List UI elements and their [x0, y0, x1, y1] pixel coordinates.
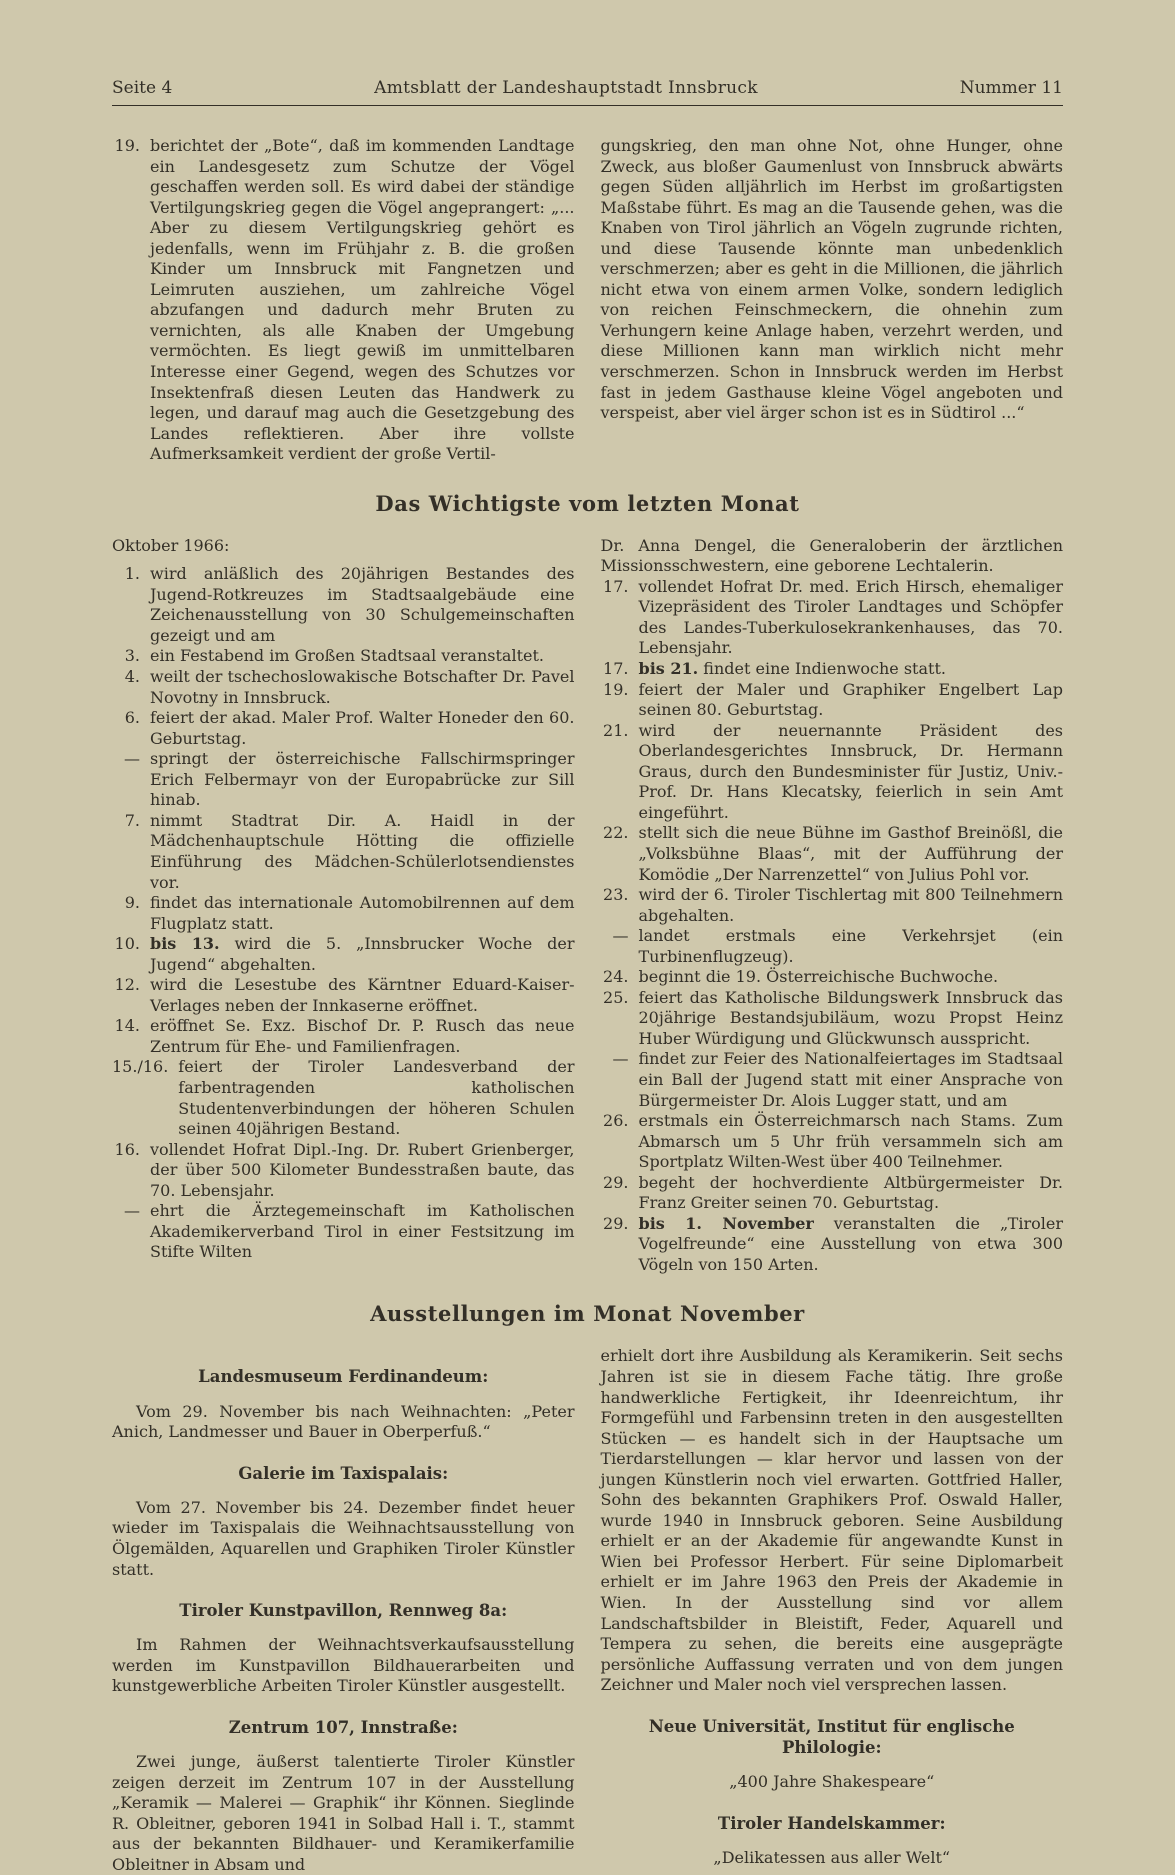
item-text: wird der neuernannte Präsident des Oberlandesgerichtes Innsbruck, Dr. Hermann Graus, durch den Bundesminister für Justiz, Univ.-Prof. Dr. Hans Klecatsky, feierlich in sein Amt eingeführt.	[638, 720, 1063, 822]
item-date: 12.	[114, 975, 140, 995]
item-text: springt der österreichische Fallschirmspringer Erich Felbermayr von der Europabrücke zur Sill hinab.	[150, 749, 575, 810]
chronicle-item	[601, 680, 1064, 721]
item-text: feiert der Tiroler Landesverband der farbentragenden katholischen Studentenverbindungen der höheren Schulen seinen 40jährigen Bestand.	[178, 1057, 575, 1139]
chronicle-item	[601, 1214, 1064, 1276]
exhibition-block	[112, 1463, 575, 1580]
item-date: 14.	[114, 1016, 140, 1036]
chronicle-item	[112, 811, 575, 893]
item-text: beginnt die 19. Österreichische Buchwoche.	[638, 967, 999, 987]
monthly-review-section	[112, 536, 1063, 1276]
item-text: berichtet der „Bote“, daß im kommenden Landtage ein Landesgesetz zum Schutze der Vögel geschaffen werden soll. Es wird dabei der ständige Vertilgungskrieg gegen die Vögel angeprangert: „... Aber zu diesem Vertilgungskrieg gehört es jedenfalls, wenn im Frühjahr z. B. die großen Kinder um Innsbruck mit Fangnetzen und Leimruten ausziehen, um zahlreiche Vögel abzufangen und dadurch mehr Bruten zu vernichten, als alle Knaben der Umgebung vermöchten. Es liegt gewiß im unmittelbaren Interesse einer Gegend, wegen des Schutzes vor Insektenfraß diesen Leuten das Handwerk zu legen, und darauf mag auch die Gesetzgebung des Landes reflektieren. Aber ihre vollste Aufmerksamkeit verdient der große Vertil-	[150, 136, 575, 464]
item-text: feiert der akad. Maler Prof. Walter Honeder den 60. Geburtstag.	[150, 708, 575, 748]
item-date-range: bis 21.	[638, 659, 699, 679]
item-date: 19.	[114, 136, 140, 155]
chronicle-item	[112, 564, 575, 646]
header-divider	[112, 105, 1063, 106]
exhibition-text: Vom 27. November bis 24. Dezember findet heuer wieder im Taxispalais die Weihnachtsausstellung von Ölgemälden, Aquarellen und Graphiken Tiroler Künstler statt.	[112, 1497, 575, 1579]
item-text: nimmt Stadtrat Dir. A. Haidl in der Mädchenhauptschule Hötting die offizielle Einführung des Mädchen-Schülerlotsendienstes vor.	[150, 810, 575, 892]
item-date: 29.	[603, 1213, 629, 1233]
month-label: Oktober 1966:	[112, 535, 230, 555]
item-date: —	[612, 926, 629, 946]
item-text: vollendet Hofrat Dipl.-Ing. Dr. Rubert Grienberger, der über 500 Kilometer Bundesstraßen baute, das 70. Lebensjahr.	[150, 1139, 575, 1200]
item-date: 24.	[603, 967, 629, 987]
chronicle-list-left	[112, 564, 575, 1263]
exhibition-carryover: erhielt dort ihre Ausbildung als Keramikerin. Seit sechs Jahren ist sie in diesem Fache tätig. Ihre große handwerkliche Fertigkeit, ihr Ideenreichtum, ihr Formgefühl und Farbensinn treten in den ausgestellten Stücken — es handelt sich in der Hauptsache um Tierdarstellungen — klar hervor und lassen von der jungen Künstlerin noch viel erwarten. Gottfried Haller, Sohn des bekannten Graphikers Prof. Oswald Haller, wurde 1940 in Innsbruck geboren. Seine Ausbildung erhielt er an der Akademie für angewandte Kunst in Wien bei Professor Herbert. Für seine Diplomarbeit erhielt er im Jahre 1963 den Preis der Akademie in Wien. In der Ausstellung sind vor allem Landschaftsbilder in Bleistift, Feder, Aquarell und Tempera zu sehen, die bereits eine ausgeprägte persönliche Auffassung verraten und von dem jungen Zeichner und Maler noch viel versprechen lassen.	[600, 1346, 1063, 1695]
item-date: 15./16.	[112, 1057, 169, 1077]
item-date: 23.	[603, 885, 629, 905]
item-text: bis 1. November veranstalten die „Tiroler Vogelfreunde“ eine Ausstellung von etwa 300 Vögeln von 150 Arten.	[638, 1213, 1063, 1274]
lead-left-column	[112, 136, 575, 465]
item-date: 16.	[114, 1139, 140, 1159]
issue-number: Nummer 11	[959, 78, 1063, 98]
monthly-review-heading: Das Wichtigste vom letzten Monat	[375, 490, 800, 516]
exhibition-venue-title: Landesmuseum Ferdinandeum:	[198, 1367, 489, 1387]
chronicle-item	[112, 1016, 575, 1057]
item-text: ein Festabend im Großen Stadtsaal veranstaltet.	[150, 646, 544, 666]
chronicle-item	[601, 988, 1064, 1050]
item-text: feiert das Katholische Bildungswerk Innsbruck das 20jährige Bestandsjubiläum, wozu Propst Heinz Huber Würdigung und Glückwunsch ausspricht.	[638, 987, 1063, 1048]
item-date: 9.	[124, 893, 140, 913]
lead-right-text: gungskrieg, den man ohne Not, ohne Hunger, ohne Zweck, aus bloßer Gaumenlust von Innsbruck abwärts gegen Süden alljährlich im Herbst im großartigsten Maßstabe führt. Es mag an die Tausende gehen, was die Knaben von Tirol jährlich an Vögeln zugrunde richten, und diese Tausende könnte man unbedenklich verschmerzen; aber es geht in die Millionen, die jährlich nicht etwa von einem armen Volke, sondern lediglich von reichen Feinschmeckern, die ohnehin zum Verhungern keine Anlage haben, verzehrt werden, und diese Millionen kann man wirklich nicht mehr verschmerzen. Schon in Innsbruck werden im Herbst fast in jedem Gasthause kleine Vögel angeboten und verspeist, aber viel ärger schon ist es in Südtirol ...“	[600, 136, 1063, 423]
exhibition-venue-title: Tiroler Kunstpavillon, Rennweg 8a:	[179, 1601, 508, 1621]
item-text: findet das internationale Automobilrennen auf dem Flugplatz statt.	[150, 893, 575, 933]
item-date: 17.	[603, 576, 629, 596]
chronicle-list-right	[601, 577, 1064, 1276]
exhibitions-left-column	[112, 1346, 575, 1875]
chronicle-item	[601, 885, 1064, 926]
chronicle-item	[601, 967, 1064, 988]
chronicle-item	[112, 1140, 575, 1202]
chronicle-item	[601, 926, 1064, 967]
chronicle-item	[601, 577, 1064, 659]
item-text: erstmals ein Österreichmarsch nach Stams. Zum Abmarsch um 5 Uhr früh versammeln sich am Sportplatz Wilten-West über 400 Teilnehmer.	[638, 1111, 1063, 1172]
exhibition-venue-title: Galerie im Taxispalais:	[238, 1463, 449, 1483]
item-text: eröffnet Se. Exz. Bischof Dr. P. Rusch das neue Zentrum für Ehe- und Familienfragen.	[150, 1016, 575, 1056]
chronicle-item	[112, 646, 575, 667]
exhibition-venue-title: Zentrum 107, Innstraße:	[228, 1717, 458, 1737]
exhibition-block	[601, 1716, 1064, 1793]
lead-item-19	[112, 136, 575, 465]
exhibition-text: Zwei junge, äußerst talentierte Tiroler Künstler zeigen derzeit im Zentrum 107 in der Ausstellung „Keramik — Malerei — Graphik“ ihr Können. Sieglinde R. Obleitner, geboren 1941 in Solbad Hall i. T., stammt aus der bekannten Bildhauer- und Keramikerfamilie Obleitner in Absam und	[112, 1752, 575, 1874]
chronicle-item	[112, 975, 575, 1016]
page-number: Seite 4	[112, 78, 173, 98]
item-text: wird die Lesestube des Kärntner Eduard-Kaiser-Verlages neben der Innkaserne eröffnet.	[150, 975, 575, 1015]
chronicle-item	[112, 934, 575, 975]
item-date: —	[124, 749, 140, 769]
exhibition-list-right	[601, 1716, 1064, 1869]
chronicle-item	[601, 1049, 1064, 1111]
exhibition-venue-title: Tiroler Handelskammer:	[717, 1813, 946, 1833]
exhibition-block	[112, 1717, 575, 1875]
item-date: 26.	[603, 1111, 629, 1131]
item-text: weilt der tschechoslowakische Botschafter Dr. Pavel Novotny in Innsbruck.	[150, 667, 575, 707]
chronicle-item	[601, 659, 1064, 680]
item-text: stellt sich die neue Bühne im Gasthof Breinößl, die „Volksbühne Blaas“, mit der Aufführung der Komödie „Der Narrenzettel“ von Julius Pohl vor.	[638, 823, 1063, 884]
item-date: —	[124, 1201, 140, 1221]
chronicle-item	[112, 1201, 575, 1263]
item-date-range: bis 13.	[150, 934, 220, 954]
item-text: wird der 6. Tiroler Tischlertag mit 800 Teilnehmern abgehalten.	[638, 885, 1063, 925]
item-date: 22.	[603, 823, 629, 843]
page-header	[112, 78, 1063, 105]
review-left-column	[112, 536, 575, 1276]
exhibition-block	[112, 1600, 575, 1697]
item-text: landet erstmals eine Verkehrsjet (ein Turbinenflugzeug).	[638, 926, 1063, 966]
lead-right-column	[601, 136, 1064, 465]
item-date: 21.	[603, 720, 629, 740]
exhibition-text: Im Rahmen der Weihnachtsverkaufsausstellung werden im Kunstpavillon Bildhauerarbeiten und kunstgewerbliche Arbeiten Tiroler Künstler ausgestellt.	[112, 1635, 575, 1696]
exhibitions-section	[112, 1346, 1063, 1875]
exhibition-block	[112, 1366, 575, 1442]
exhibition-block	[601, 1813, 1064, 1869]
exhibitions-heading: Ausstellungen im Monat November	[370, 1301, 805, 1327]
chronicle-item	[112, 749, 575, 811]
item-date: 29.	[603, 1172, 629, 1192]
chronicle-item	[601, 1111, 1064, 1173]
item-date: 19.	[603, 679, 629, 699]
review-right-column	[601, 536, 1064, 1276]
item-date: 6.	[124, 708, 140, 728]
exhibition-text: „Delikatessen aus aller Welt“	[713, 1847, 951, 1867]
item-text: wird anläßlich des 20jährigen Bestandes des Jugend-Rotkreuzes im Stadtsaalgebäude eine Zeichenausstellung von 30 Schulgemeinschaften gezeigt und am	[150, 564, 575, 645]
item-date: 17.	[603, 659, 629, 679]
chronicle-item	[112, 893, 575, 934]
chronicle-item	[601, 1173, 1064, 1214]
chronicle-item	[112, 667, 575, 708]
chronicle-item	[112, 708, 575, 749]
item-text: findet zur Feier des Nationalfeiertages im Stadtsaal ein Ball der Jugend statt mit einer Ansprache von Bürgermeister Dr. Alois Lugger statt, und am	[638, 1049, 1063, 1110]
exhibition-text: Vom 29. November bis nach Weihnachten: „Peter Anich, Landmesser und Bauer in Oberperfuß.“	[112, 1401, 575, 1442]
chronicle-item	[601, 823, 1064, 885]
item-date: 25.	[603, 987, 629, 1007]
item-text: feiert der Maler und Graphiker Engelbert Lap seinen 80. Geburtstag.	[638, 679, 1063, 720]
exhibition-venue-title: Neue Universität, Institut für englische Philologie:	[648, 1716, 1015, 1757]
item-date-range: bis 1. November	[638, 1213, 814, 1233]
lead-article-section	[112, 136, 1063, 465]
item-date: 3.	[124, 646, 140, 666]
item-text: bis 21. findet eine Indienwoche statt.	[638, 659, 946, 679]
item-date: —	[612, 1049, 629, 1069]
item-text: bis 13. wird die 5. „Innsbrucker Woche der Jugend“ abgehalten.	[150, 934, 575, 974]
item-date: 1.	[124, 564, 140, 584]
item-date: 7.	[124, 810, 140, 830]
item-text: begeht der hochverdiente Altbürgermeister Dr. Franz Greiter seinen 70. Geburtstag.	[638, 1172, 1063, 1213]
masthead-title: Amtsblatt der Landeshauptstadt Innsbruck	[374, 78, 758, 98]
chronicle-item	[601, 721, 1064, 824]
chronicle-carryover: Dr. Anna Dengel, die Generaloberin der ärztlichen Missionsschwestern, eine geborene Lechtalerin.	[600, 535, 1063, 576]
item-text: ehrt die Ärztegemeinschaft im Katholischen Akademikerverband Tirol in einer Festsitzung im Stifte Wilten	[150, 1201, 575, 1262]
item-date: 10.	[114, 934, 140, 954]
item-date: 4.	[124, 667, 140, 687]
item-text: vollendet Hofrat Dr. med. Erich Hirsch, ehemaliger Vizepräsident des Tiroler Landtages und Schöpfer des Landes-Tuberkulosekrankenhauses, das 70. Lebensjahr.	[638, 576, 1063, 658]
exhibition-text: „400 Jahre Shakespeare“	[729, 1772, 935, 1792]
exhibitions-right-column	[601, 1346, 1064, 1875]
chronicle-item	[112, 1057, 575, 1139]
